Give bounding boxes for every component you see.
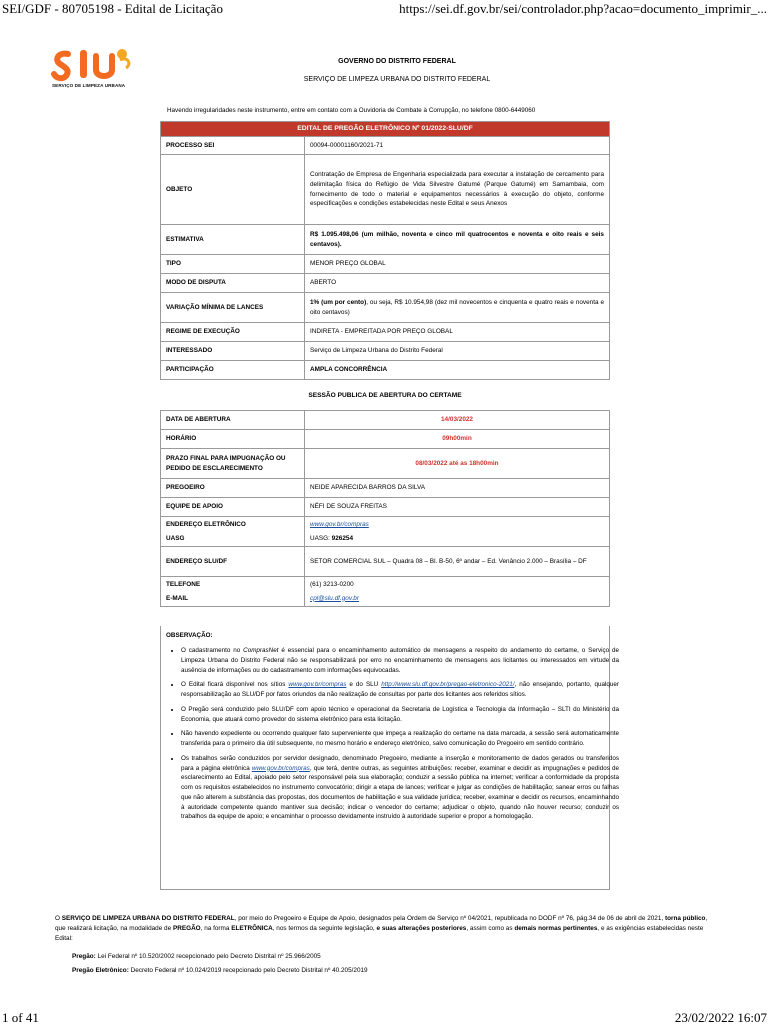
row-label: MODO DE DISPUTA xyxy=(161,274,305,293)
endereco-eletronico-label: ENDEREÇO ELETRÔNICO xyxy=(166,520,246,528)
row-label: ESTIMATIVA xyxy=(161,225,305,255)
item-text: O Edital ficará disponível nos sítios xyxy=(181,681,289,689)
pregao-eletronico-line xyxy=(72,967,368,974)
text: , que realizará licitação, na modalidade de xyxy=(55,915,708,932)
list-item xyxy=(181,680,619,700)
observacao-box xyxy=(160,626,620,890)
text-bold: torna público xyxy=(664,915,706,922)
item-text: , que terá, dentre outras, as seguintes atribuições: receber, examinar e decidir as impugnações e pedidos de esclarecimento ao Edital, apoiado pelo setor responsável pela sua elaboração; conduzir a sessão pública na internet; verificar a conformidade da proposta com os requisitos estabelecidos no instrumento convocatório; dirigir a etapa de lances; verificar e julgar as condições de habilitação; sanear erros ou falhas que não alterem a substância das propostas, dos documentos de habilitação e sua validade jurídica; receber, examinar e decidir os recursos, encaminhando à autoridade competente quando mantiver sua decisão; indicar o vencedor do certame; adjudicar o objeto, quando não houver recurso; conduzir os trabalhos da equipe de apoio; e encaminhar o processo devidamente instruído à autoridade superior e propor a homologação. xyxy=(181,764,619,821)
hora-label: HORÁRIO xyxy=(161,430,305,449)
endereco-eletronico-cell xyxy=(161,517,305,547)
row-label: PARTICIPAÇÃO xyxy=(161,361,305,380)
pregao-eletronico-label: Pregão Eletrônico: xyxy=(72,967,129,974)
row-value: INDIRETA - EMPREITADA POR PREÇO GLOBAL xyxy=(305,323,610,342)
email-label: E-MAIL xyxy=(166,594,189,602)
telefone-label: TELEFONE xyxy=(166,580,201,588)
text-bold: ELETRÔNICA xyxy=(231,924,273,932)
equipe-label: EQUIPE DE APOIO xyxy=(161,498,305,517)
data-value: 14/03/2022 xyxy=(305,411,610,430)
text-bold: e suas alterações posteriores xyxy=(376,924,467,932)
item-text: , não ensejando, portanto, qualquer responsabilização ao SLU/DF por fatos oriundos da não realização de consultas por parte dos licitantes aos referidos sítios. xyxy=(181,681,619,698)
row-value: ABERTO xyxy=(305,274,610,293)
intro-paragraph xyxy=(55,914,715,944)
sessao-table xyxy=(160,410,610,607)
pregao-label: Pregão: xyxy=(72,953,96,960)
row-label: PROCESSO SEI xyxy=(161,137,305,155)
row-value-bold: 1% (um por cento) xyxy=(310,299,367,307)
compras-link[interactable]: www.gov.br/compras xyxy=(288,681,347,689)
row-label: INTERESSADO xyxy=(161,342,305,361)
service-title: SERVIÇO DE LIMPEZA URBANA DO DISTRITO FEDERAL xyxy=(303,76,491,83)
endereco-value: SETOR COMERCIAL SUL – Quadra 08 – Bl. B-50, 6º andar – Ed. Venâncio 2.000 – Brasília – DF xyxy=(305,547,610,577)
compras-link[interactable]: www.gov.br/compras xyxy=(251,764,310,772)
equipe-value: NÉFI DE SOUZA FREITAS xyxy=(305,498,610,517)
print-datetime: 23/02/2022 16:07 xyxy=(674,1010,767,1025)
row-value: R$ 1.095.498,06 (um milhão, noventa e cinco mil quatrocentos e noventa e oito reais e seis centavos). xyxy=(305,225,610,255)
uasg-value: 926254 xyxy=(331,534,353,542)
pregoeiro-label: PREGOEIRO xyxy=(161,479,305,498)
browser-title: SEI/GDF - 80705198 - Edital de Licitação xyxy=(2,1,223,16)
endereco-label: ENDEREÇO SLU/DF xyxy=(161,547,305,577)
prazo-value: 08/03/2022 até as 18h00min xyxy=(305,449,610,479)
observacao-list xyxy=(165,646,619,827)
pregao-text: Lei Federal nº 10.520/2002 recepcionado pelo Decreto Distrital nº 25.966/2005 xyxy=(95,953,321,960)
prazo-label: PRAZO FINAL PARA IMPUGNAÇÃO OU PEDIDO DE ESCLARECIMENTO xyxy=(161,449,305,479)
pregao-line xyxy=(72,953,321,960)
sessao-title: SESSÃO PUBLICA DE ABERTURA DO CERTAME xyxy=(308,392,462,399)
text-bold: PREGÃO xyxy=(172,924,201,932)
edital-title: EDITAL DE PREGÃO ELETRÔNICO Nº 01/2022-SLU/DF xyxy=(161,122,610,137)
text-bold: SERVIÇO DE LIMPEZA URBANA DO DISTRITO FEDERAL xyxy=(61,915,235,922)
browser-url: https://sei.df.gov.br/sei/controlador.php?acao=documento_imprimir_... xyxy=(399,1,767,16)
item-emphasis: ComprasNet xyxy=(243,647,279,654)
list-item xyxy=(181,754,619,822)
text: O xyxy=(55,915,62,922)
logo-subtitle: SERVIÇO DE LIMPEZA URBANA xyxy=(52,83,126,88)
row-value-text: , ou seja, R$ 10.954,98 (dez mil novecentos e cinquenta e quatro reais e noventa e oito centavos) xyxy=(310,299,604,316)
text: , por meio do Pregoeiro e Equipe de Apoio, designados pela Ordem de Serviço nº 04/2021, republicada no DODF nº 76, pág.34 de 06 de abril de 2021, xyxy=(234,915,665,922)
row-value: Contratação de Empresa de Engenharia especializada para executar a instalação de cercamento para delimitação física do Refúgio de Vida Silvestre Gatumé (Parque Gatumé) em Samambaia, com fornecimento de todo o material e equipamentos necessários à execução do objeto, conforme especificações e condições estabelecidas neste Edital e seus Anexos xyxy=(305,155,610,225)
contato-cell xyxy=(161,577,305,607)
contato-value-cell xyxy=(305,577,610,607)
pregoeiro-value: NEIDE APARECIDA BARROS DA SILVA xyxy=(305,479,610,498)
corruption-notice: Havendo irregularidades neste instrumento, entre em contato com a Ouvidoria de Combate à Corrupção, no telefone 0800-6449060 xyxy=(167,107,536,114)
slu-pregao-link[interactable]: http://www.slu.df.gov.br/pregao-eletronico-2021/ xyxy=(381,681,515,689)
observacao-title: OBSERVAÇÃO: xyxy=(166,632,213,639)
hora-value: 09h00min xyxy=(305,430,610,449)
text: , na forma xyxy=(200,924,232,932)
item-text: e do SLU xyxy=(346,681,382,689)
text: , nos termos da seguinte legislação, xyxy=(272,924,377,932)
row-value: AMPLA CONCORRÊNCIA xyxy=(305,361,610,380)
list-item xyxy=(181,646,619,675)
text: , e as exigências estabelecidas neste Edital: xyxy=(55,924,704,942)
uasg-label: UASG xyxy=(166,534,185,542)
row-label: OBJETO xyxy=(161,155,305,225)
data-label: DATA DE ABERTURA xyxy=(161,411,305,430)
email-link[interactable]: cpl@slu.df.gov.br xyxy=(310,594,359,602)
row-label: VARIAÇÃO MÍNIMA DE LANCES xyxy=(161,293,305,323)
list-item: • Não havendo expediente ou ocorrendo qualquer fato superveniente que impeça a realização do certame na data marcada, a sessão será automaticamente transferida para o primeiro dia útil subsequente, no mesmo horário e endereço eletrônico, salvo comunicação do Pregoeiro em sentido contrário. xyxy=(181,729,619,749)
item-text: é essencial para o encaminhamento automático de mensagens a respeito do andamento do certame, o Serviço de Limpeza Urbana do Distrito Federal não se responsabilizará por erro no encaminhamento de mensagens aos licitantes ou interessados em virtude da ausência de informações ou do cadastramento com informações equivocadas. xyxy=(181,647,620,674)
row-label: REGIME DE EXECUÇÃO xyxy=(161,323,305,342)
edital-table xyxy=(160,121,610,380)
endereco-eletronico-value-cell xyxy=(305,517,610,547)
item-text: O cadastramento no xyxy=(181,647,244,654)
gov-title: GOVERNO DO DISTRITO FEDERAL xyxy=(338,58,456,65)
item-text: Os trabalhos serão conduzidos por servidor designado, denominado Pregoeiro, mediante a inserção e monitoramento de dados gerados ou transferidos para a página eletrônica xyxy=(181,754,619,772)
row-label: TIPO xyxy=(161,255,305,274)
compras-link[interactable]: www.gov.br/compras xyxy=(310,520,369,528)
page-counter: 1 of 41 xyxy=(2,1010,39,1025)
row-value: MENOR PREÇO GLOBAL xyxy=(305,255,610,274)
row-value xyxy=(305,293,610,323)
uasg-prefix: UASG: xyxy=(310,534,330,542)
list-item: • O Pregão será conduzido pelo SLU/DF com apoio técnico e operacional da Secretaria de Logística e Tecnologia da Informação – SLTI do Ministério da Economia, que atuará como provedor do sistema eletrônico para esta licitação. xyxy=(181,705,619,725)
row-value: Serviço de Limpeza Urbana do Distrito Federal xyxy=(305,342,610,361)
pregao-eletronico-text: Decreto Federal nº 10.024/2019 recepcionado pelo Decreto Distrital nº 40.205/2019 xyxy=(128,967,368,974)
text-bold: demais normas pertinentes xyxy=(514,924,598,932)
text: , assim como as xyxy=(466,924,515,932)
row-value: 00094-00001160/2021-71 xyxy=(305,137,610,155)
telefone-value: (61) 3213-0200 xyxy=(310,580,354,588)
